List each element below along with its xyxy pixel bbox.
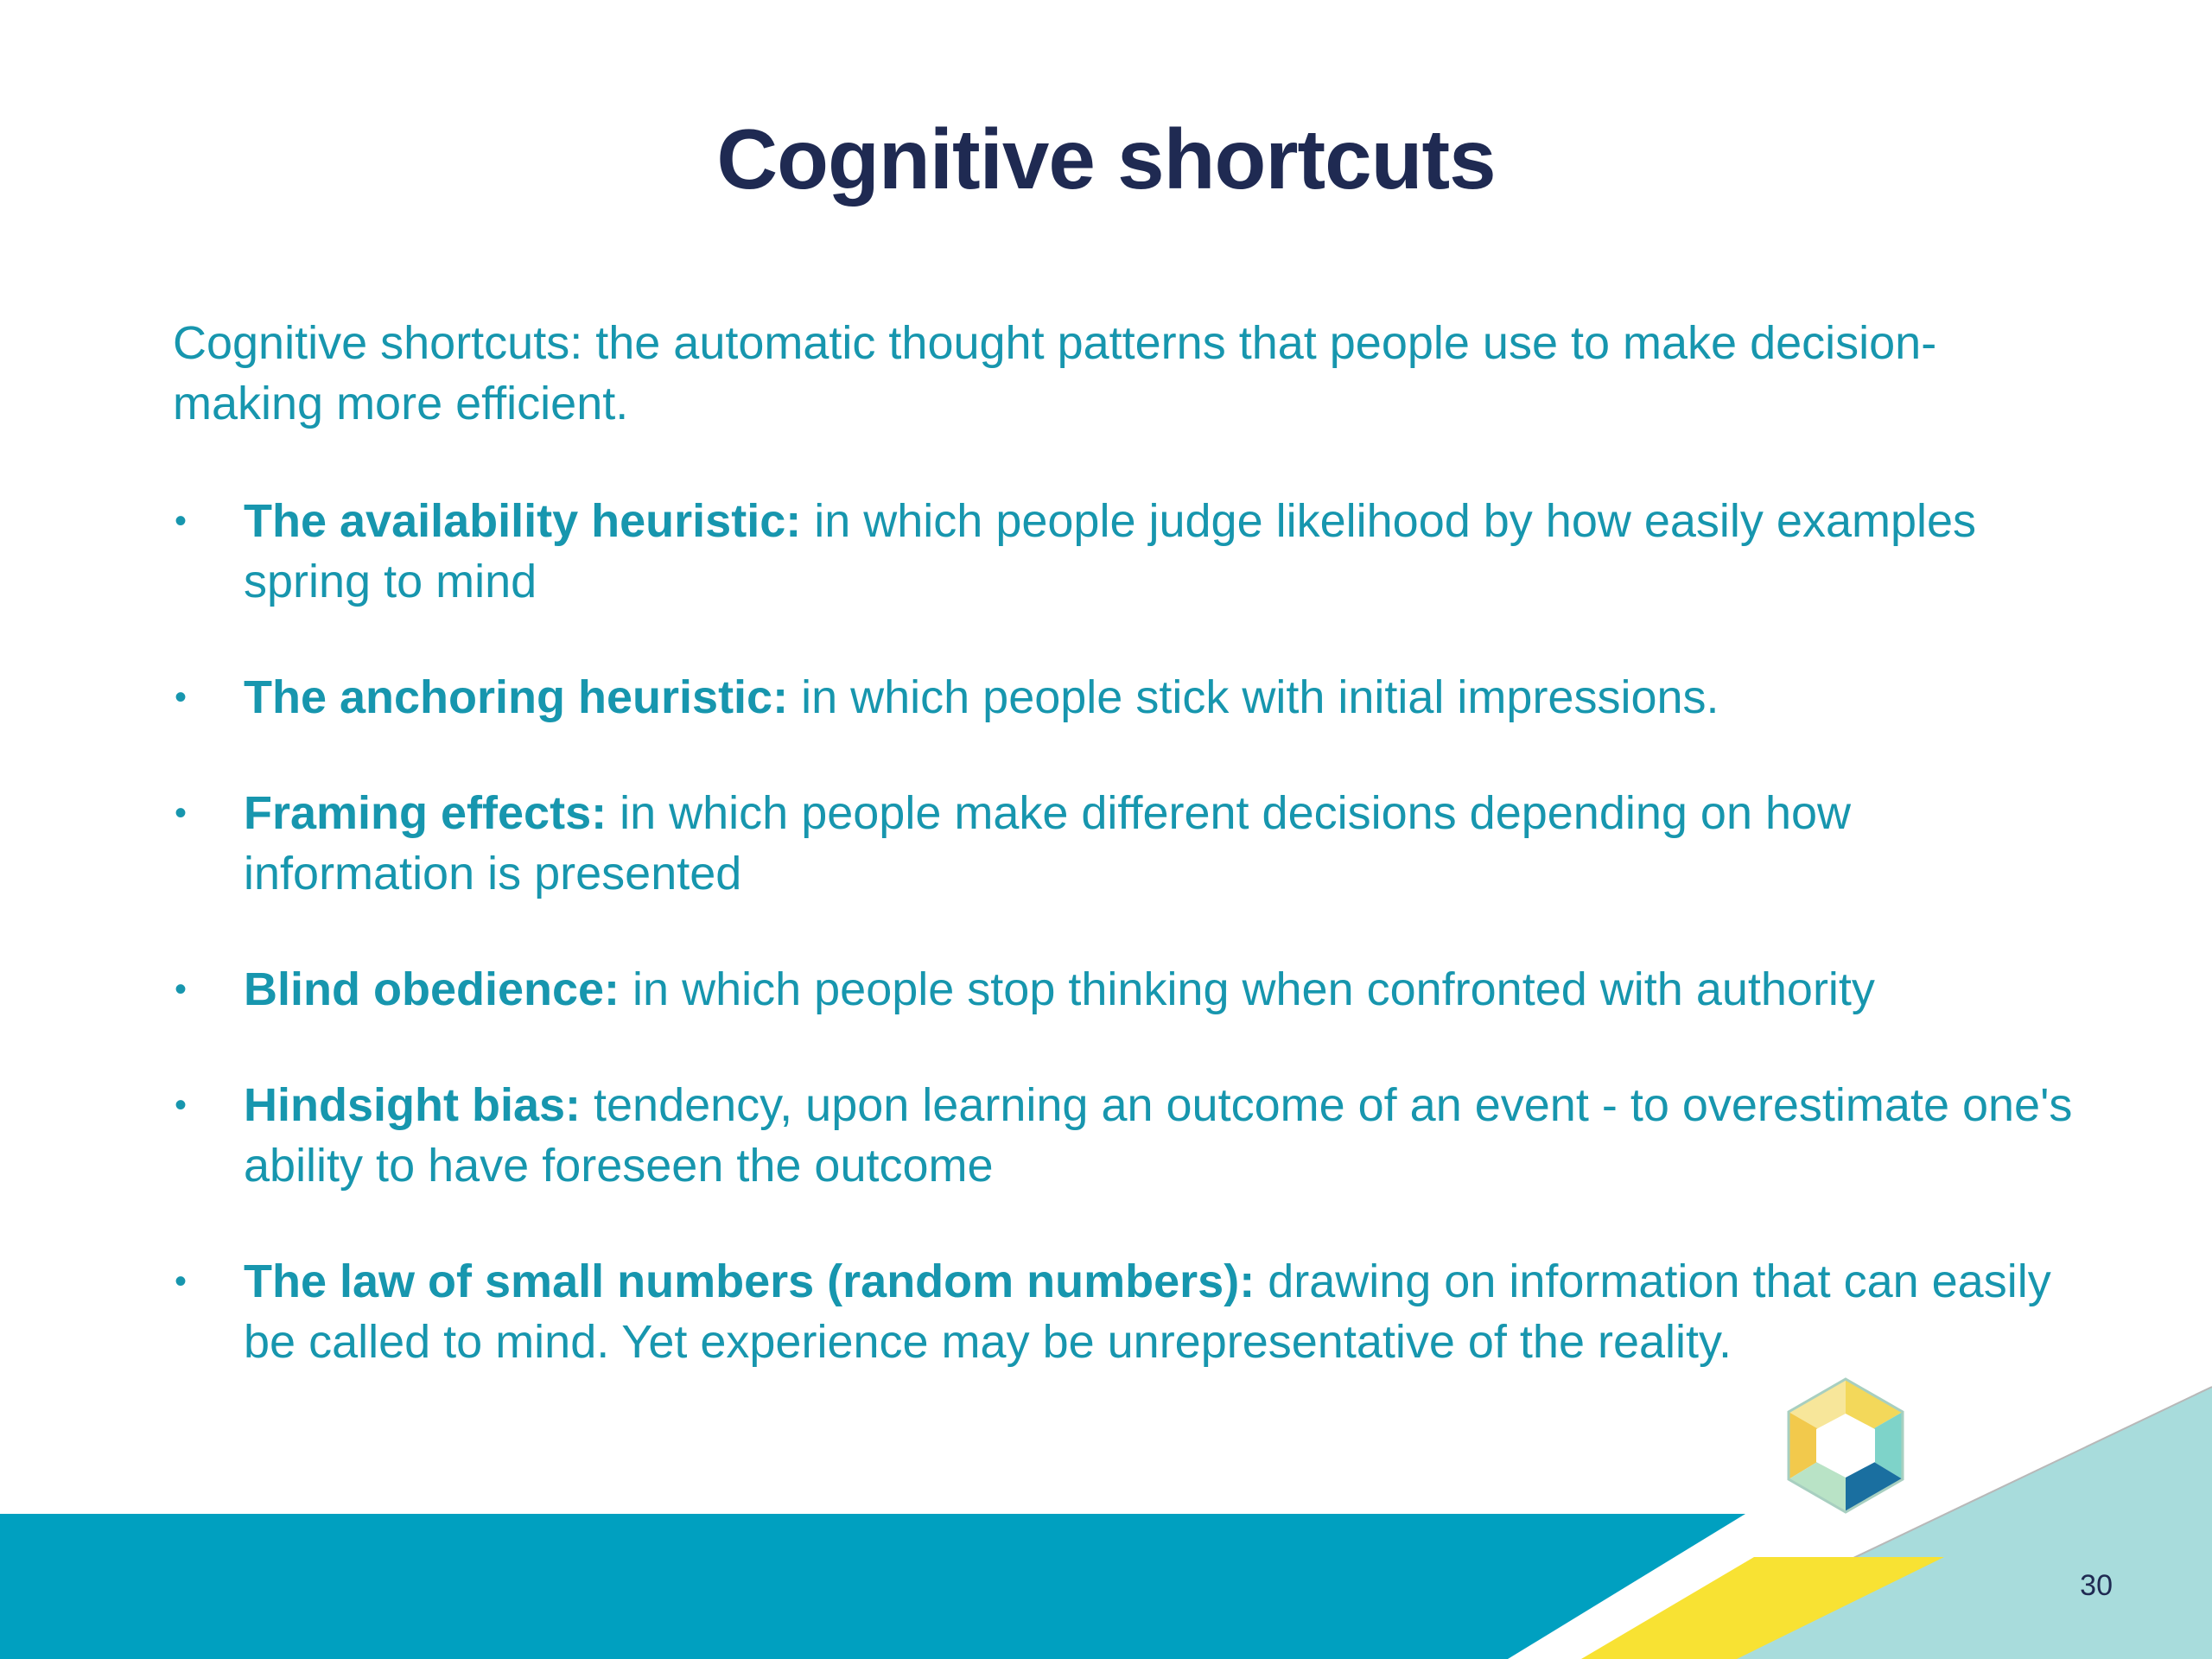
bullet-icon: • — [175, 678, 188, 716]
bullet-icon: • — [175, 794, 188, 832]
bullet-text: in which people judge likelihood by how easily examples spring to mind — [244, 495, 1977, 607]
bullet-icon: • — [175, 1262, 188, 1300]
page-number: 30 — [2080, 1569, 2113, 1602]
intro-paragraph: Cognitive shortcuts: the automatic thought patterns that people use to make decision-making more efficient. — [173, 317, 1937, 429]
bullet-term: Hindsight bias: — [244, 1079, 581, 1131]
bullet-icon: • — [175, 970, 188, 1008]
bullet-text: tendency, upon learning an outcome of an event - to overestimate one's ability to have foreseen the outcome — [244, 1079, 2073, 1192]
bullet-term: The anchoring heuristic: — [244, 671, 789, 723]
bullet-icon: • — [175, 1086, 188, 1124]
bullet-term: Blind obedience: — [244, 963, 620, 1015]
bullet-term: Framing effects: — [244, 787, 607, 839]
bullet-text: in which people make different decisions depending on how information is presented — [244, 787, 1852, 899]
bullet-text: in which people stop thinking when confronted with authority — [620, 963, 1875, 1015]
bullet-text: in which people stick with initial impressions. — [788, 671, 1719, 723]
teal-band — [0, 1514, 1745, 1659]
hexagon-logo-icon — [1782, 1376, 1910, 1516]
slide-title: Cognitive shortcuts — [716, 111, 1496, 207]
bullet-text: drawing on information that can easily be called to mind. Yet experience may be unrepresentative of the reality. — [244, 1255, 2051, 1368]
bullet-icon: • — [175, 502, 188, 540]
bullet-term: The availability heuristic: — [244, 495, 802, 547]
bullet-term: The law of small numbers (random numbers): — [244, 1255, 1255, 1307]
